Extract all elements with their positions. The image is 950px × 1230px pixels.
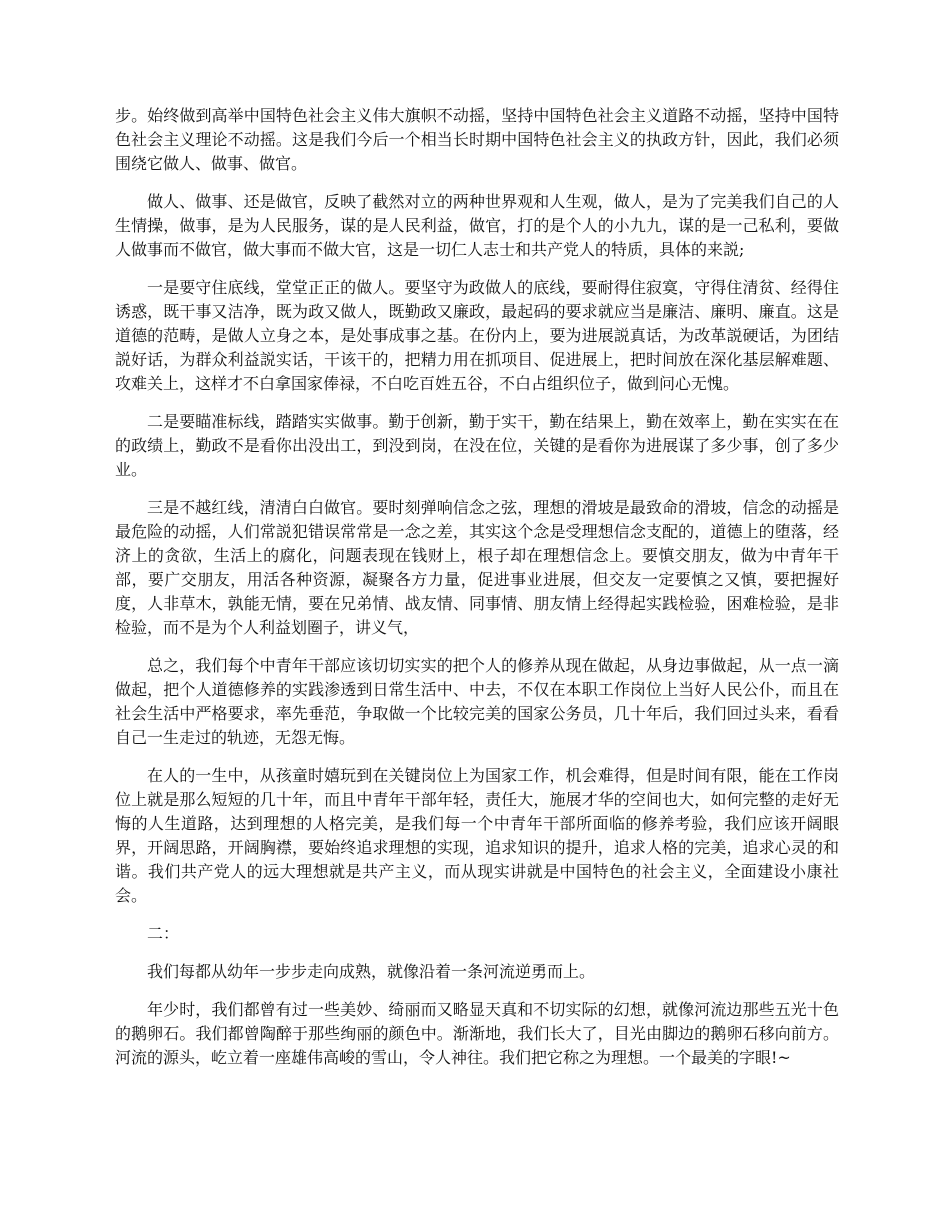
paragraph-point-three: 三是不越红线，清清白白做官。要时刻弹响信念之弦，理想的滑坡是最致命的滑坡，信念的动摇是最危险的动摇，人们常説犯错误常常是一念之差，其实这个念是受理想信念支配的，道德上的堕落，经济上的贪欲，生活上的腐化，问题表现在钱财上，根子却在理想信念上。要慎交朋友，做为中青年干部，要广交朋友，用活各种资源，凝聚各方力量，促进事业进展，但交友一定要慎之又慎，要把握好度，人非草木，孰能无情，要在兄弟情、战友情、同事情、朋友情上经得起实践检验，困难检验，是非检验，而不是为个人利益划圈子，讲义气， [115,498,839,637]
paragraph-summary: 总之，我们每个中青年干部应该切切实实的把个人的修养从现在做起，从身边事做起，从一点一滴做起，把个人道德修养的实践渗透到日常生活中、中去，不仅在本职工作岗位上当好人民公仆，而且在社会生活中严格要求，率先垂范，争取做一个比较完美的国家公务员，几十年后，我们回过头来，看看自己一生走过的轨迹，无怨无悔。 [115,656,839,747]
paragraph-point-one: 一是要守住底线，堂堂正正的做人。要坚守为政做人的底线，要耐得住寂寞，守得住清贫、经得住诱惑，既干事又洁净，既为政又做人，既勤政又廉政，最起码的要求就应当是廉洁、廉明、廉直。这是道德的范畴，是做人立身之本，是处事成事之基。在份内上，要为进展説真话，为改革説硬话，为团结説好话，为群众利益説实话，干该干的，把精力用在抓项目、促进展上，把时间放在深化基层解难题、攻难关上，这样才不白拿国家俸禄，不白吃百姓五谷，不白占组织位子，做到问心无愧。 [115,278,839,393]
document-body [115,104,839,1084]
section-heading-two: 二： [147,924,180,943]
paragraph-life-reflection: 在人的一生中，从孩童时嬉玩到在关键岗位上为国家工作，机会难得，但是时间有限，能在工作岗位上就是那么短短的几十年，而且中青年干部年轻，责任大，施展才华的空间也大，如何完整的走好无悔的人生道路，达到理想的人格完美，是我们每一个中青年干部所面临的修养考验，我们应该开阔眼界，开阔思路，开阔胸襟，要始终追求理想的实现，追求知识的提升，追求人格的完美，追求心灵的和谐。我们共产党人的远大理想就是共产主义，而从现实讲就是中国特色的社会主义，全面建设小康社会。 [115,766,839,905]
paragraph-worldview: 做人、做事、还是做官，反映了截然对立的两种世界观和人生观，做人，是为了完美我们自己的人生情操，做事，是为人民服务，谋的是人民利益，做官，打的是个人的小九九，谋的是一己私利，要做人做事而不做官，做大事而不做大官，这是一切仁人志士和共产党人的特质，具体的来説; [115,192,839,259]
paragraph-opening-continuation: 步。始终做到高举中国特色社会主义伟大旗帜不动摇，坚持中国特色社会主义道路不动摇，坚持中国特色社会主义理论不动摇。这是我们今后一个相当长时期中国特色社会主义的执政方针，因此，我们必须围绕它做人、做事、做官。 [115,106,839,173]
paragraph-growing-up: 我们每都从幼年一步步走向成熟，就像沿着一条河流逆勇而上。 [147,962,596,981]
paragraph-youth-dreams: 年少时，我们都曾有过一些美妙、绮丽而又略显天真和不切实际的幻想，就像河流边那些五光十色的鹅卵石。我们都曾陶醉于那些绚丽的颜色中。渐渐地，我们长大了，目光由脚边的鹅卵石移向前方。河流的源头，屹立着一座雄伟高峻的雪山，令人神往。我们把它称之为理想。一个最美的字眼!~ [115,1000,839,1067]
paragraph-point-two: 二是要瞄准标线，踏踏实实做事。勤于创新，勤于实干，勤在结果上，勤在效率上，勤在实实在在的政绩上，勤政不是看你出没出工，到没到岗，在没在位，关键的是看你为进展谋了多少事，创了多少业。 [115,412,839,479]
